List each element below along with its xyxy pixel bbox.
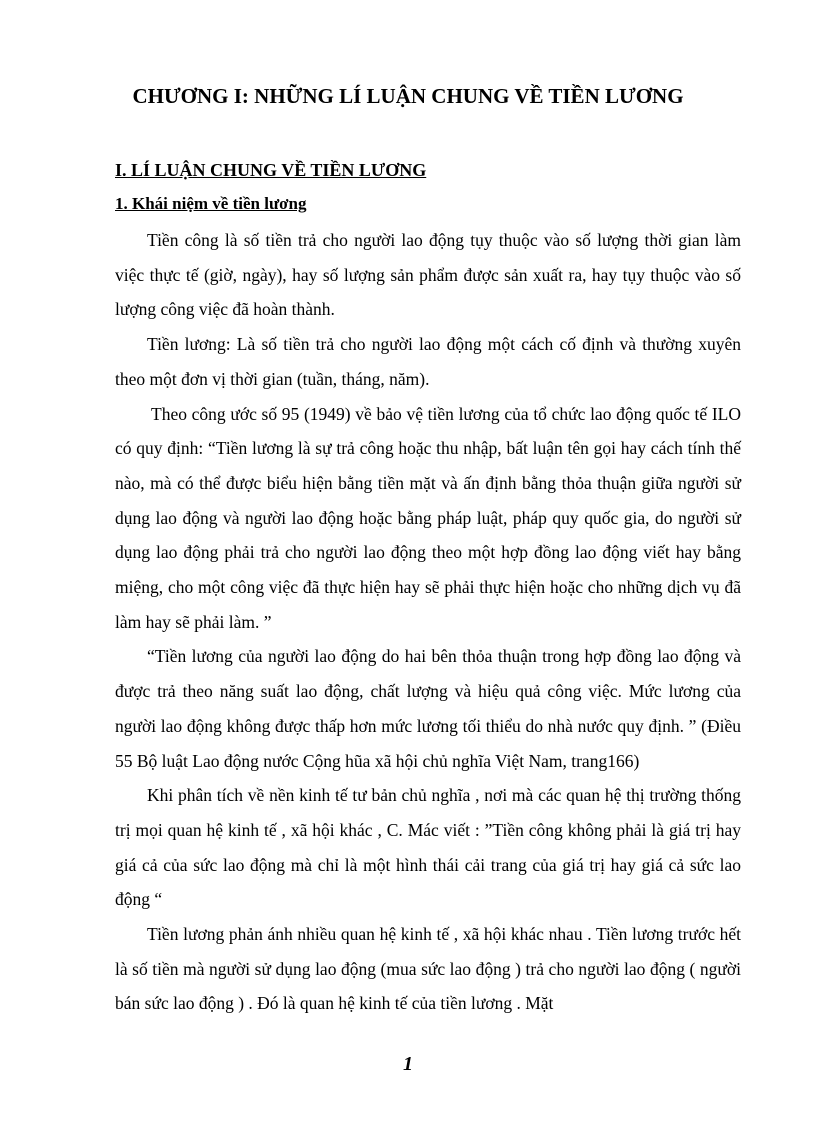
paragraph: Theo công ước số 95 (1949) về bảo vệ tiền lương của tổ chức lao động quốc tế ILO có quy định: “Tiền lương là sự trả công hoặc thu nhập, bất luận tên gọi hay cách tính thế nào, mà có thể được biểu hiện bằng tiền mặt và ấn định bằng thỏa thuận giữa người sử dụng lao động và người lao động hoặc bằng pháp luật, pháp quy quốc gia, do người sử dụng lao động phải trả cho người lao động theo một hợp đồng lao động viết hay bằng miệng, cho một công việc đã thực hiện hay sẽ phải thực hiện hoặc cho những dịch vụ đã làm hay sẽ phải làm. ”	[115, 403, 741, 632]
chapter-title: CHƯƠNG I: NHỮNG LÍ LUẬN CHUNG VỀ TIỀN LƯƠNG	[132, 84, 684, 108]
paragraph: Tiền công là số tiền trả cho người lao động tụy thuộc vào số lượng thời gian làm việc thực tế (giờ, ngày), hay số lượng sản phẩm được sản xuất ra, hay tụy thuộc vào số lượng công việc đã hoàn thành.	[115, 230, 741, 320]
paragraph: Tiền lương: Là số tiền trả cho người lao động một cách cố định và thường xuyên theo một đơn vị thời gian (tuần, tháng, năm).	[115, 334, 741, 389]
paragraph: “Tiền lương của người lao động do hai bên thỏa thuận trong hợp đồng lao động và được trả theo năng suất lao động, chất lượng và hiệu quả công việc. Mức lương của người lao động không được thấp hơn mức lương tối thiểu do nhà nước quy định. ” (Điều 55 Bộ luật Lao động nước Cộng hũa xã hội chủ nghĩa Việt Nam, trang166)	[115, 646, 741, 771]
section-heading: I. LÍ LUẬN CHUNG VỀ TIỀN LƯƠNG	[115, 160, 427, 180]
body-text	[115, 223, 741, 1021]
page-number: 1	[403, 1053, 413, 1075]
paragraph: Khi phân tích về nền kinh tế tư bản chủ nghĩa , nơi mà các quan hệ thị trường thống trị mọi quan hệ kinh tế , xã hội khác , C. Mác viết : ”Tiền công không phải là giá trị hay giá cả của sức lao động mà chỉ là một hình thái cải trang của giá trị hay giá cả sức lao động “	[115, 785, 741, 910]
paragraph: Tiền lương phản ánh nhiều quan hệ kinh tế , xã hội khác nhau . Tiền lương trước hết là số tiền mà người sử dụng lao động (mua sức lao động ) trả cho người lao động ( người bán sức lao động ) . Đó là quan hệ kinh tế của tiền lương . Mặt	[115, 924, 741, 1014]
subsection-heading: 1. Khái niệm về tiền lương	[115, 194, 307, 213]
